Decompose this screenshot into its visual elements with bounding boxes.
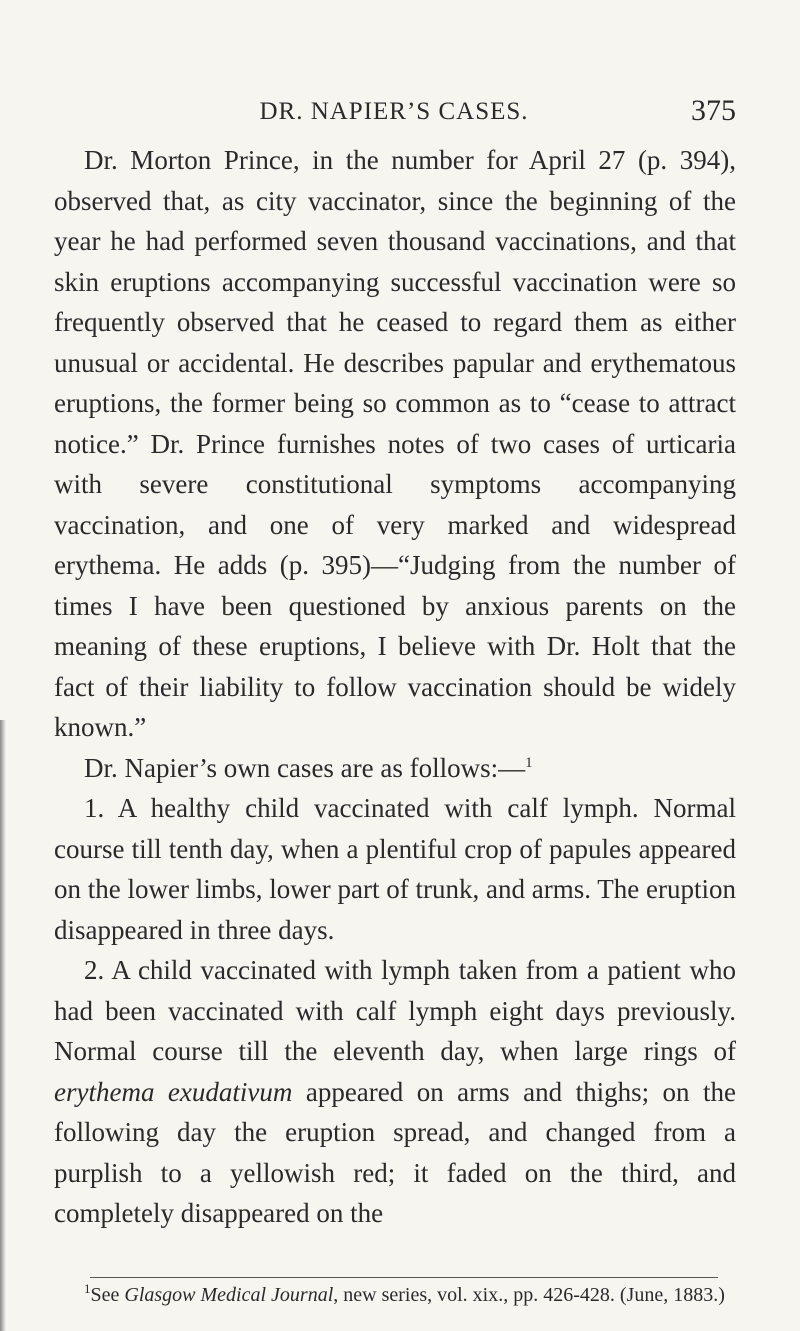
case-2-italic-term: erythema exudativum bbox=[54, 1076, 293, 1107]
footnote-reference: 1 bbox=[525, 754, 533, 771]
page-number: 375 bbox=[691, 94, 736, 127]
case-2-text-b: appeared on arms and thighs; on the following day the eruption spread, and changed from a purplish to a yellowish red; it faded on the third, and completely disappeared on the bbox=[54, 1076, 736, 1228]
running-head bbox=[54, 88, 734, 128]
footnote-journal: Glasgow Medical Journal bbox=[124, 1284, 334, 1306]
footnote-see: See bbox=[90, 1284, 125, 1306]
footnote-mark: 1 bbox=[84, 1281, 91, 1297]
paragraph-napier-cases-intro bbox=[54, 748, 736, 789]
running-title: DR. NAPIER’S CASES. bbox=[259, 98, 529, 125]
footnote bbox=[54, 1280, 736, 1311]
footnote-rest: , new series, vol. xix., pp. 426-428. (June, 1883.) bbox=[333, 1284, 725, 1306]
footnote-rule bbox=[90, 1277, 718, 1278]
intro-text: Dr. Napier’s own cases are as follows:— bbox=[84, 752, 526, 783]
body-text bbox=[54, 140, 736, 1234]
case-1-paragraph: 1. A healthy child vaccinated with calf lymph. Normal course till tenth day, when a plentiful crop of papules appeared on the lower limbs, lower part of trunk, and arms. The eruption disappeared in three days. bbox=[54, 793, 736, 945]
binding-shadow bbox=[0, 720, 6, 1331]
case-2-paragraph bbox=[54, 950, 736, 1234]
paragraph-morton-prince: Dr. Morton Prince, in the number for April 27 (p. 394), observed that, as city vaccinator, since the beginning of the year he had performed seven thousand vaccinations, and that skin eruptions accompanying successful vaccination were so frequently observed that he ceased to regard them as either unusual or accidental. He describes papular and erythematous eruptions, the former being so common as to “cease to attract notice.” Dr. Prince furnishes notes of two cases of urticaria with severe constitutional symptoms accompanying vaccination, and one of very marked and widespread erythema. He adds (p. 395)—“Judging from the number of times I have been questioned by anxious parents on the meaning of these eruptions, I believe with Dr. Holt that the fact of their liability to follow vaccination should be widely known.” bbox=[54, 145, 736, 742]
case-2-text-a: 2. A child vaccinated with lymph taken from a patient who had been vaccinated with calf lymph eight days previously. Normal course till the eleventh day, when large rings of bbox=[54, 955, 736, 1066]
